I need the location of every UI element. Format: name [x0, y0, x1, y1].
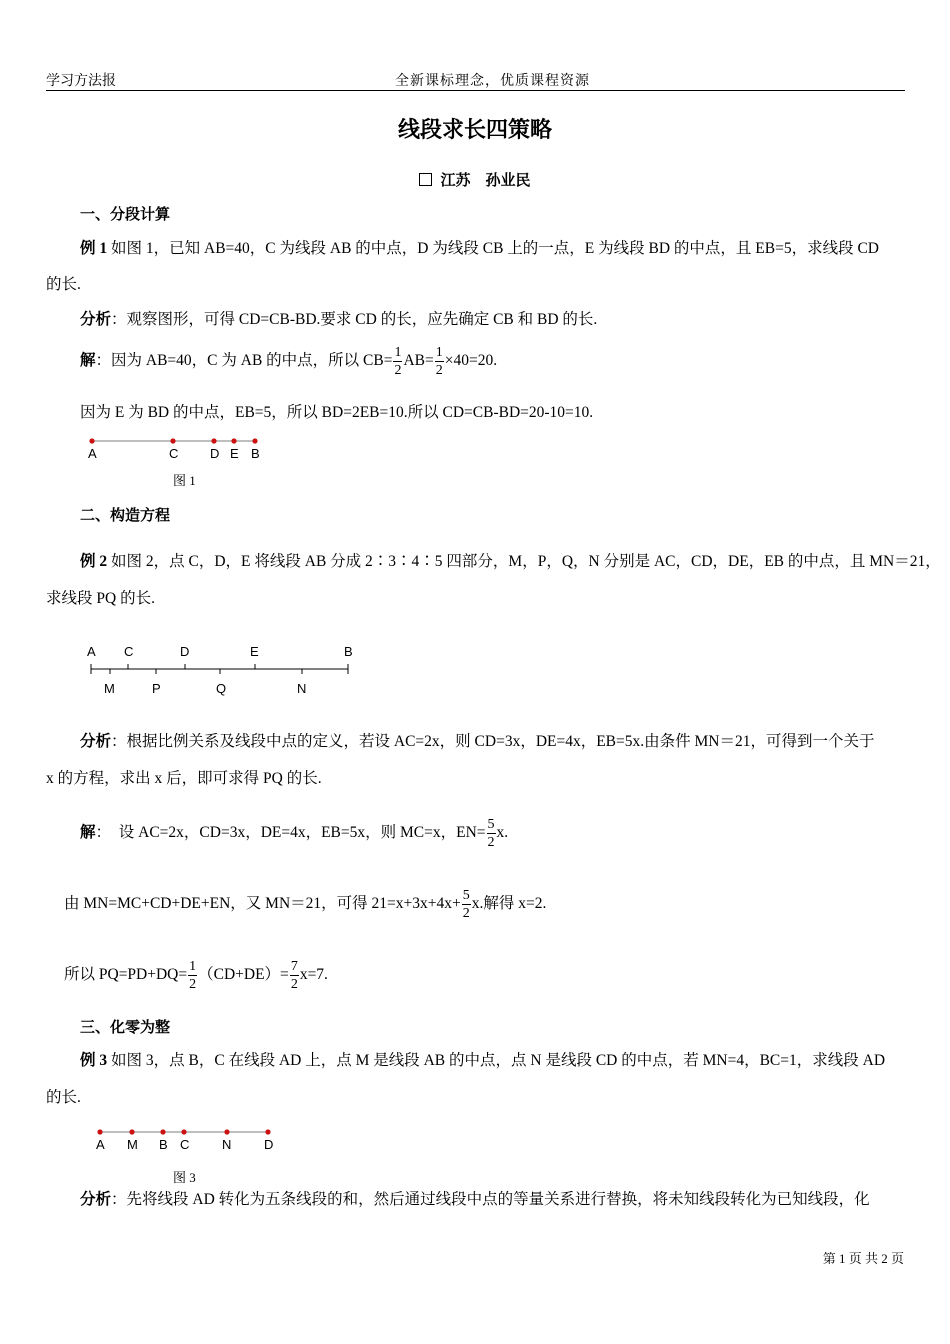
- ex1-analysis-text: ：观察图形，可得 CD=CB-BD.要求 CD 的长，应先确定 CB 和 BD 的长.: [111, 311, 598, 328]
- ex2-text1: 如图 2，点 C，D，E 将线段 AB 分成 2∶3∶4∶5 四部分，M，P，Q，N 分别是 AC，CD，DE，EB 的中点，且 MN＝21，: [111, 553, 941, 570]
- fraction-five-half: [487, 816, 496, 851]
- ex1-line1: [80, 236, 879, 258]
- frac-den: 2: [189, 976, 197, 992]
- fig1-dot-b: [252, 438, 257, 443]
- fig3-dot-m: [129, 1129, 134, 1134]
- fraction-half: [435, 344, 444, 379]
- header-left: 学习方法报: [46, 74, 116, 89]
- ex2-sol3: 所以 PQ=PD+DQ=: [64, 966, 188, 983]
- frac-den: 2: [487, 834, 495, 850]
- fig3-label-b: B: [159, 1137, 168, 1152]
- ex2-sol1-end: x.: [496, 824, 509, 841]
- frac-num: 7: [290, 958, 298, 974]
- frac-num: 1: [394, 344, 402, 360]
- frac-num: 5: [462, 887, 470, 903]
- ex2-analysis-label: 分析: [80, 733, 112, 750]
- fig3-label-d: D: [264, 1137, 274, 1152]
- ex2-label: 例 2: [80, 553, 108, 570]
- header-rule: [46, 90, 905, 91]
- section-3-heading: 三、化零为整: [80, 1018, 171, 1036]
- page-title: 线段求长四策略: [397, 118, 552, 143]
- ex2-sol-label: 解: [80, 824, 96, 841]
- fraction-five-half: [462, 887, 471, 922]
- fig1-label-d: D: [210, 446, 220, 461]
- fraction-seven-half: [290, 958, 299, 993]
- fraction-half: [188, 958, 197, 993]
- ex2-sol2: 由 MN=MC+CD+DE+EN，又 MN＝21，可得 21=x+3x+4x+: [64, 895, 461, 912]
- fig3-label-m: M: [127, 1137, 138, 1152]
- ex2-text2: 求线段 PQ 的长.: [46, 590, 155, 607]
- fig3-dot-b: [160, 1129, 165, 1134]
- fig1-dot-a: [89, 438, 94, 443]
- ex1-text2: 的长.: [46, 276, 81, 293]
- author: 江苏 孙业民: [440, 171, 531, 189]
- ex3-text2: 的长.: [46, 1089, 81, 1106]
- fig2-label-q: Q: [216, 681, 227, 696]
- ex2-analysis1: ：根据比例关系及线段中点的定义，若设 AC=2x，则 CD=3x，DE=4x，EB=5x.由条件 MN＝21，可得到一个关于: [111, 733, 875, 750]
- ex3-analysis-text: ：先将线段 AD 转化为五条线段的和，然后通过线段中点的等量关系进行替换，将未知线段转化为已知线段，化: [111, 1191, 870, 1208]
- frac-num: 1: [189, 958, 197, 974]
- fig3-dot-n: [224, 1129, 229, 1134]
- header-center: 全新课标理念，优质课程资源: [395, 74, 590, 89]
- ex3-text1: 如图 3，点 B，C 在线段 AD 上，点 M 是线段 AB 的中点，点 N 是线段 CD 的中点，若 MN=4，BC=1，求线段 AD: [111, 1052, 886, 1069]
- ex2-sol2-end: x.解得 x=2.: [471, 895, 547, 912]
- fig3-dot-c: [181, 1129, 186, 1134]
- figure-3: [90, 1124, 290, 1158]
- fig3-label-c: C: [180, 1137, 190, 1152]
- fig3-dot-a: [97, 1129, 102, 1134]
- ex2-analysis2: x 的方程，求出 x 后，即可求得 PQ 的长.: [46, 770, 322, 787]
- section-1-heading: 一、分段计算: [80, 205, 171, 223]
- ex1-sol-b: AB=: [403, 352, 434, 369]
- ex1-sol-label: 解: [80, 352, 96, 369]
- fig2-label-c: C: [124, 644, 134, 659]
- ex1-label: 例 1: [80, 240, 108, 257]
- ex1-text1: 如图 1，已知 AB=40，C 为线段 AB 的中点，D 为线段 CB 上的一点，E 为线段 BD 的中点，且 EB=5，求线段 CD: [111, 240, 879, 257]
- fig1-label-e: E: [230, 446, 239, 461]
- ex2-solution-1: [80, 814, 508, 852]
- fig1-dot-d: [211, 438, 216, 443]
- frac-den: 2: [435, 362, 443, 378]
- ex3-label: 例 3: [80, 1052, 108, 1069]
- ex1-analysis-label: 分析: [80, 311, 112, 328]
- ex2-line1: [80, 549, 941, 571]
- fig2-label-m: M: [104, 681, 115, 696]
- fig3-label-n: N: [222, 1137, 232, 1152]
- square-icon: [419, 173, 432, 186]
- section-2-heading: 二、构造方程: [80, 506, 171, 524]
- fig1-caption: 图 1: [173, 473, 196, 488]
- frac-num: 5: [487, 816, 495, 832]
- fig2-label-a: A: [87, 644, 96, 659]
- ex2-sol3-mid: （CD+DE）=: [198, 966, 289, 983]
- frac-den: 2: [394, 362, 402, 378]
- ex2-analysis-line1: [80, 729, 875, 751]
- ex3-line1: [80, 1048, 885, 1070]
- ex1-sol-c: ×40=20.: [444, 352, 498, 369]
- ex2-solution-2: [64, 885, 546, 923]
- fig2-label-p: P: [152, 681, 161, 696]
- ex2-sol3-end: x=7.: [299, 966, 328, 983]
- fig1-dot-e: [231, 438, 236, 443]
- author-line: [0, 169, 950, 190]
- fig2-label-n: N: [297, 681, 307, 696]
- ex1-analysis: [80, 307, 597, 329]
- fig3-label-a: A: [96, 1137, 105, 1152]
- fig3-dot-d: [265, 1129, 270, 1134]
- fig1-label-a: A: [88, 446, 97, 461]
- ex3-analysis: [80, 1187, 870, 1209]
- ex2-sol1: ： 设 AC=2x，CD=3x，DE=4x，EB=5x，则 MC=x，EN=: [95, 824, 486, 841]
- frac-num: 1: [435, 344, 443, 360]
- ex1-solution: [80, 342, 497, 380]
- figure-2: [82, 640, 362, 700]
- fraction-half: [393, 344, 402, 379]
- page-footer: 第 1 页 共 2 页: [822, 1251, 904, 1266]
- figure-1: [80, 432, 280, 466]
- ex2-solution-3: [64, 956, 328, 994]
- fig1-dot-c: [170, 438, 175, 443]
- frac-den: 2: [290, 976, 298, 992]
- fig3-caption: 图 3: [173, 1170, 196, 1185]
- ex1-line2: 因为 E 为 BD 的中点，EB=5，所以 BD=2EB=10.所以 CD=CB-BD=20-10=10.: [80, 404, 594, 421]
- ex3-analysis-label: 分析: [80, 1191, 112, 1208]
- fig1-label-c: C: [169, 446, 179, 461]
- ex1-sol-a: ：因为 AB=40，C 为 AB 的中点，所以 CB=: [95, 352, 393, 369]
- fig2-label-e: E: [250, 644, 259, 659]
- fig1-label-b: B: [251, 446, 260, 461]
- fig2-label-b: B: [344, 644, 353, 659]
- frac-den: 2: [462, 905, 470, 921]
- fig2-label-d: D: [180, 644, 190, 659]
